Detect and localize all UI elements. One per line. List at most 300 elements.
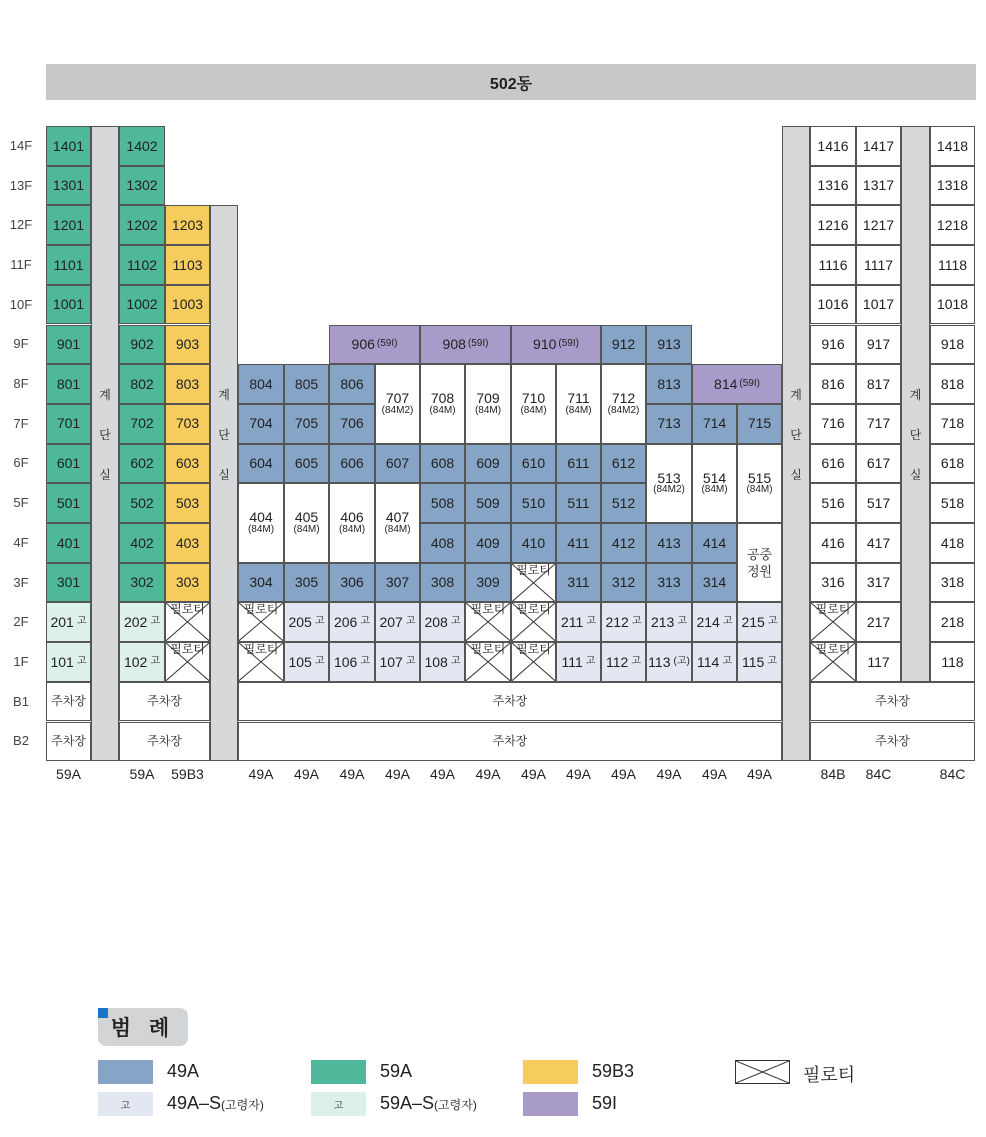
unit-type-label: 49A — [339, 766, 365, 782]
unit-cell — [810, 245, 856, 285]
unit-number: 515 — [747, 469, 772, 486]
unit-cell — [46, 563, 91, 603]
unit-number: 1016 — [817, 296, 849, 313]
unit-number: 803 — [175, 375, 200, 392]
unit-number: 1416 — [817, 137, 849, 154]
piloti-cell — [511, 602, 556, 642]
unit-number: 1418 — [936, 137, 969, 154]
unit-cell — [810, 444, 856, 484]
unit-cell — [375, 602, 420, 642]
unit-number: 316 — [821, 574, 845, 591]
unit-number: 107 고 — [379, 653, 416, 670]
unit-cell — [119, 166, 165, 206]
unit-number: 713 — [657, 415, 681, 432]
parking-cell: 주차장 — [238, 722, 782, 762]
unit-number: 503 — [175, 494, 200, 511]
unit-cell — [810, 364, 856, 404]
senior-badge: 고 — [76, 655, 87, 667]
unit-cell — [46, 285, 91, 325]
unit-cell — [119, 602, 165, 642]
unit-cell — [856, 563, 901, 603]
unit-number: 217 — [866, 613, 891, 630]
unit-cell — [46, 642, 91, 682]
unit-cell — [420, 523, 465, 563]
unit-number: 704 — [249, 415, 273, 432]
piloti-cell — [511, 563, 556, 603]
unit-subtype: (84M) — [338, 524, 366, 536]
unit-number: 1101 — [53, 256, 84, 273]
piloti-cell — [511, 642, 556, 682]
unit-type-label: 49A — [294, 766, 319, 782]
unit-cell — [930, 602, 975, 642]
unit-subtype: (84M2) — [381, 404, 414, 416]
unit-type-label: 59B3 — [171, 766, 204, 782]
stairwell — [91, 126, 119, 761]
unit-number: 404 — [249, 509, 273, 526]
unit-cell — [601, 523, 646, 563]
piloti-label: 필로티 — [516, 602, 551, 617]
unit-number: 1001 — [52, 296, 85, 313]
unit-cell — [556, 483, 601, 523]
piloti-cross-icon — [736, 1061, 789, 1083]
unit-number: 618 — [940, 455, 965, 472]
unit-cell — [46, 444, 91, 484]
unit-number: 410 — [521, 534, 546, 551]
unit-cell — [375, 483, 420, 562]
unit-cell — [119, 245, 165, 285]
senior-badge: 고 — [722, 615, 733, 627]
piloti-label: 필로티 — [815, 642, 851, 657]
unit-number: 1316 — [817, 177, 849, 194]
unit-number: 712 — [611, 390, 636, 407]
unit-number: 304 — [249, 574, 273, 591]
unit-number: 312 — [611, 574, 636, 591]
unit-number: 306 — [340, 574, 364, 591]
unit-number: 112 고 — [606, 653, 641, 670]
unit-cell — [930, 285, 975, 325]
unit-type-label: 49A — [430, 766, 455, 782]
unit-cell — [692, 523, 737, 563]
unit-number: 513 — [657, 469, 681, 486]
unit-type-label: 84B — [820, 766, 846, 782]
unit-number: 406 — [340, 509, 364, 526]
unit-number: 508 — [430, 494, 455, 511]
unit-cell — [375, 444, 420, 484]
piloti-cell — [165, 602, 210, 642]
unit-cell — [930, 205, 975, 245]
unit-number: 318 — [940, 574, 965, 591]
stairwell — [210, 205, 238, 761]
unit-cell — [930, 364, 975, 404]
legend-label: 필로티 — [803, 1065, 856, 1085]
unit-cell — [810, 563, 856, 603]
floor-label: B2 — [13, 733, 29, 749]
senior-badge: 고 — [767, 655, 777, 667]
unit-cell — [511, 325, 601, 365]
unit-cell — [930, 483, 975, 523]
unit-number: 407 — [385, 509, 410, 526]
unit-type-label: 84C — [939, 766, 966, 782]
senior-badge: 고 — [450, 655, 461, 667]
senior-badge: 고 — [722, 655, 732, 667]
unit-cell — [329, 325, 420, 365]
unit-number: 817 — [866, 375, 891, 392]
unit-subtype: (84M) — [384, 524, 411, 536]
unit-number: 1216 — [817, 216, 849, 233]
unit-number: 709 — [476, 390, 500, 407]
unit-cell — [119, 126, 165, 166]
unit-cell — [810, 325, 856, 365]
unit-number: 716 — [821, 415, 845, 432]
unit-number: 706 — [340, 415, 364, 432]
unit-cell — [420, 642, 465, 682]
unit-subtype: (84M) — [701, 484, 728, 496]
unit-number: 207 고 — [379, 613, 416, 630]
unit-number: 608 — [430, 455, 455, 472]
unit-type-label: 49A — [248, 766, 274, 782]
unit-cell — [856, 364, 901, 404]
piloti-cell — [465, 642, 511, 682]
unit-cell — [238, 404, 284, 444]
unit-number: 309 — [476, 574, 500, 591]
unit-cell — [601, 483, 646, 523]
unit-cell — [737, 602, 782, 642]
unit-cell — [165, 563, 210, 603]
unit-number: 401 — [56, 534, 81, 551]
piloti-cell — [165, 642, 210, 682]
sky-garden-label: 공중정원 — [746, 546, 773, 579]
unit-number: 403 — [175, 534, 200, 551]
unit-number: 1301 — [52, 177, 85, 194]
unit-cell — [46, 523, 91, 563]
unit-number: 405 — [294, 509, 319, 526]
unit-cell — [692, 563, 737, 603]
unit-number: 111 고 — [561, 653, 596, 670]
unit-cell — [930, 444, 975, 484]
unit-cell — [856, 444, 901, 484]
unit-number: 1017 — [862, 296, 895, 313]
legend-label: 49A–S(고령자) — [167, 1093, 264, 1113]
floor-label: 10F — [9, 296, 33, 312]
unit-cell — [511, 523, 556, 563]
unit-cell — [329, 444, 375, 484]
piloti-cell — [810, 602, 856, 642]
unit-number: 1217 — [862, 216, 895, 233]
legend-label: 59A–S(고령자) — [380, 1093, 477, 1113]
unit-number: 409 — [476, 534, 500, 551]
unit-subtype: (84M) — [247, 524, 275, 536]
unit-cell — [465, 364, 511, 443]
unit-cell — [329, 483, 375, 562]
unit-cell — [238, 444, 284, 484]
legend-label: 59I — [592, 1093, 618, 1113]
unit-number: 413 — [657, 534, 681, 551]
unit-number: 705 — [294, 415, 319, 432]
unit-cell — [465, 523, 511, 563]
unit-subtype: (84M) — [565, 404, 592, 416]
unit-number: 818 — [940, 375, 965, 392]
parking-cell: 주차장 — [810, 722, 975, 762]
unit-cell — [119, 523, 165, 563]
floor-label: 2F — [13, 614, 29, 630]
unit-type-label: 59A — [56, 766, 81, 782]
parking-cell: 주차장 — [46, 682, 91, 722]
unit-number: 617 — [866, 455, 891, 472]
unit-cell — [284, 642, 329, 682]
unit-cell — [930, 563, 975, 603]
unit-number: 611 — [567, 455, 590, 472]
unit-number: 806 — [340, 375, 364, 392]
unit-cell — [165, 205, 210, 245]
unit-number: 311 — [567, 574, 590, 591]
unit-cell — [930, 642, 975, 682]
unit-cell — [601, 364, 646, 443]
unit-number: 908 (59I) — [442, 336, 489, 352]
floor-label: 9F — [13, 336, 29, 352]
floor-label: 3F — [13, 574, 29, 590]
parking-cell: 주차장 — [238, 682, 782, 722]
unit-number: 1302 — [126, 177, 158, 194]
unit-number: 202 고 — [123, 613, 161, 630]
unit-number: 913 — [657, 336, 681, 352]
unit-cell — [646, 404, 692, 444]
unit-cell — [737, 444, 782, 523]
unit-cell — [930, 523, 975, 563]
unit-cell — [646, 444, 692, 523]
piloti-label: 필로티 — [470, 642, 506, 657]
unit-number: 502 — [130, 494, 154, 511]
unit-number: 416 — [821, 534, 845, 551]
unit-cell — [284, 364, 329, 404]
floor-label: 14F — [9, 137, 33, 153]
unit-number: 708 — [430, 390, 455, 407]
unit-cell — [856, 404, 901, 444]
senior-badge: 고 — [450, 615, 461, 627]
unit-cell — [556, 602, 601, 642]
unit-cell — [511, 364, 556, 443]
legend-label: 49A — [167, 1061, 200, 1081]
unit-number: 114 고 — [697, 653, 732, 670]
piloti-label: 필로티 — [470, 602, 506, 617]
unit-number: 408 — [430, 534, 455, 551]
unit-number: 215 고 — [741, 613, 778, 630]
unit-cell — [646, 563, 692, 603]
unit-number: 912 — [611, 336, 636, 352]
unit-cell — [646, 364, 692, 404]
unit-cell — [119, 205, 165, 245]
unit-cell — [119, 404, 165, 444]
unit-cell — [420, 364, 465, 443]
unit-number: 212 고 — [605, 613, 642, 630]
unit-number: 701 — [56, 415, 81, 432]
unit-cell — [856, 602, 901, 642]
floor-label: B1 — [13, 693, 29, 709]
unit-cell — [737, 404, 782, 444]
unit-cell — [375, 642, 420, 682]
unit-cell — [375, 364, 420, 443]
stairwell-label: 계 단 실 — [99, 387, 111, 482]
floor-label: 8F — [13, 376, 29, 392]
piloti-label: 필로티 — [170, 602, 205, 617]
unit-cell — [119, 444, 165, 484]
unit-number: 703 — [175, 415, 200, 432]
unit-number: 816 — [821, 375, 845, 392]
unit-cell — [556, 523, 601, 563]
unit-number: 211 고 — [561, 613, 596, 630]
unit-number: 517 — [866, 494, 891, 511]
floor-label: 1F — [13, 653, 29, 669]
unit-number: 1102 — [126, 256, 158, 273]
unit-number: 804 — [249, 375, 273, 392]
parking-cell: 주차장 — [46, 722, 91, 762]
unit-cell — [465, 483, 511, 523]
unit-cell — [601, 642, 646, 682]
unit-number: 307 — [385, 574, 410, 591]
unit-number: 218 — [940, 613, 965, 630]
unit-number: 512 — [611, 494, 636, 511]
unit-cell — [119, 563, 165, 603]
unit-number: 801 — [56, 375, 81, 392]
unit-cell — [46, 166, 91, 206]
unit-cell — [46, 205, 91, 245]
unit-cell — [284, 483, 329, 562]
unit-cell — [420, 483, 465, 523]
unit-number: 813 — [657, 375, 681, 392]
unit-cell — [556, 563, 601, 603]
unit-number: 117 — [867, 653, 890, 670]
unit-number: 901 — [56, 336, 81, 352]
unit-cell — [165, 325, 210, 365]
unit-cell — [329, 602, 375, 642]
unit-cell — [856, 245, 901, 285]
unit-number: 1202 — [126, 216, 158, 233]
unit-subtype: (84M) — [429, 404, 456, 416]
floor-label: 6F — [13, 455, 29, 471]
unit-cell — [810, 404, 856, 444]
unit-cell — [329, 404, 375, 444]
piloti-label: 필로티 — [815, 602, 851, 617]
unit-cell — [46, 602, 91, 642]
unit-cell — [46, 126, 91, 166]
senior-badge: 고 — [585, 655, 596, 667]
unit-number: 902 — [130, 336, 154, 352]
unit-number: 918 — [940, 336, 965, 352]
unit-number: 1218 — [936, 216, 969, 233]
unit-number: 1117 — [863, 256, 894, 273]
unit-cell — [646, 325, 692, 365]
unit-subtype: (59I) — [558, 338, 579, 350]
unit-number: 214 고 — [696, 613, 733, 630]
piloti-label: 필로티 — [516, 562, 551, 577]
unit-number: 516 — [821, 494, 845, 511]
unit-number: 509 — [476, 494, 500, 511]
unit-number: 105 고 — [288, 653, 325, 670]
senior-badge: 고 — [360, 655, 371, 667]
senior-badge: 고 — [314, 615, 325, 627]
unit-number: 314 — [702, 574, 727, 591]
legend-swatch: 고 — [98, 1092, 153, 1116]
unit-cell — [556, 364, 601, 443]
unit-cell — [46, 364, 91, 404]
unit-number: 1318 — [936, 177, 969, 194]
unit-cell — [646, 523, 692, 563]
unit-cell — [856, 285, 901, 325]
unit-number: 606 — [340, 455, 364, 472]
piloti-label: 필로티 — [243, 602, 279, 617]
unit-number: 411 — [567, 534, 590, 551]
floor-label: 5F — [13, 495, 29, 511]
unit-number: 113 (고) — [648, 653, 690, 670]
unit-cell — [119, 285, 165, 325]
unit-number: 302 — [130, 574, 154, 591]
unit-cell — [810, 285, 856, 325]
legend-swatch — [523, 1060, 578, 1084]
unit-cell — [511, 444, 556, 484]
unit-number: 206 고 — [333, 613, 371, 630]
legend-swatch — [98, 1060, 153, 1084]
unit-cell — [856, 483, 901, 523]
unit-cell — [601, 444, 646, 484]
unit-cell — [420, 325, 511, 365]
unit-number: 903 — [175, 336, 200, 352]
unit-cell — [692, 444, 737, 523]
unit-number: 402 — [130, 534, 154, 551]
unit-cell — [420, 444, 465, 484]
stairwell-label: 계 단 실 — [790, 387, 802, 482]
unit-number: 917 — [866, 336, 891, 352]
unit-number: 1317 — [862, 177, 895, 194]
unit-cell — [810, 523, 856, 563]
unit-number: 1103 — [172, 256, 203, 273]
unit-cell — [556, 444, 601, 484]
piloti-label: 필로티 — [516, 642, 551, 657]
legend-label: 59A — [380, 1061, 413, 1081]
unit-number: 715 — [747, 415, 772, 432]
floor-label: 12F — [9, 217, 33, 233]
unit-number: 417 — [866, 534, 891, 551]
unit-number: 510 — [521, 494, 546, 511]
unit-number: 710 — [521, 390, 546, 407]
unit-cell — [329, 642, 375, 682]
unit-cell — [46, 483, 91, 523]
sky-garden-cell — [737, 523, 782, 602]
unit-number: 1003 — [171, 296, 204, 313]
legend-label: 59B3 — [592, 1061, 635, 1081]
senior-badge: 고 — [405, 655, 416, 667]
unit-number: 1417 — [862, 137, 895, 154]
legend-swatch — [523, 1092, 578, 1116]
unit-cell — [646, 602, 692, 642]
unit-type-label: 49A — [475, 766, 501, 782]
unit-cell — [284, 602, 329, 642]
unit-number: 208 고 — [424, 613, 461, 630]
unit-cell — [329, 364, 375, 404]
unit-cell — [856, 166, 901, 206]
unit-cell — [856, 205, 901, 245]
senior-badge: 고 — [76, 615, 87, 627]
unit-cell — [601, 563, 646, 603]
senior-badge: (고) — [673, 655, 690, 667]
unit-number: 102 고 — [123, 653, 161, 670]
unit-cell — [646, 642, 692, 682]
unit-subtype: (59I) — [376, 338, 398, 350]
unit-cell — [46, 245, 91, 285]
unit-cell — [238, 563, 284, 603]
unit-cell — [930, 166, 975, 206]
unit-number: 1118 — [937, 256, 968, 273]
unit-cell — [810, 166, 856, 206]
senior-badge: 고 — [360, 615, 371, 627]
